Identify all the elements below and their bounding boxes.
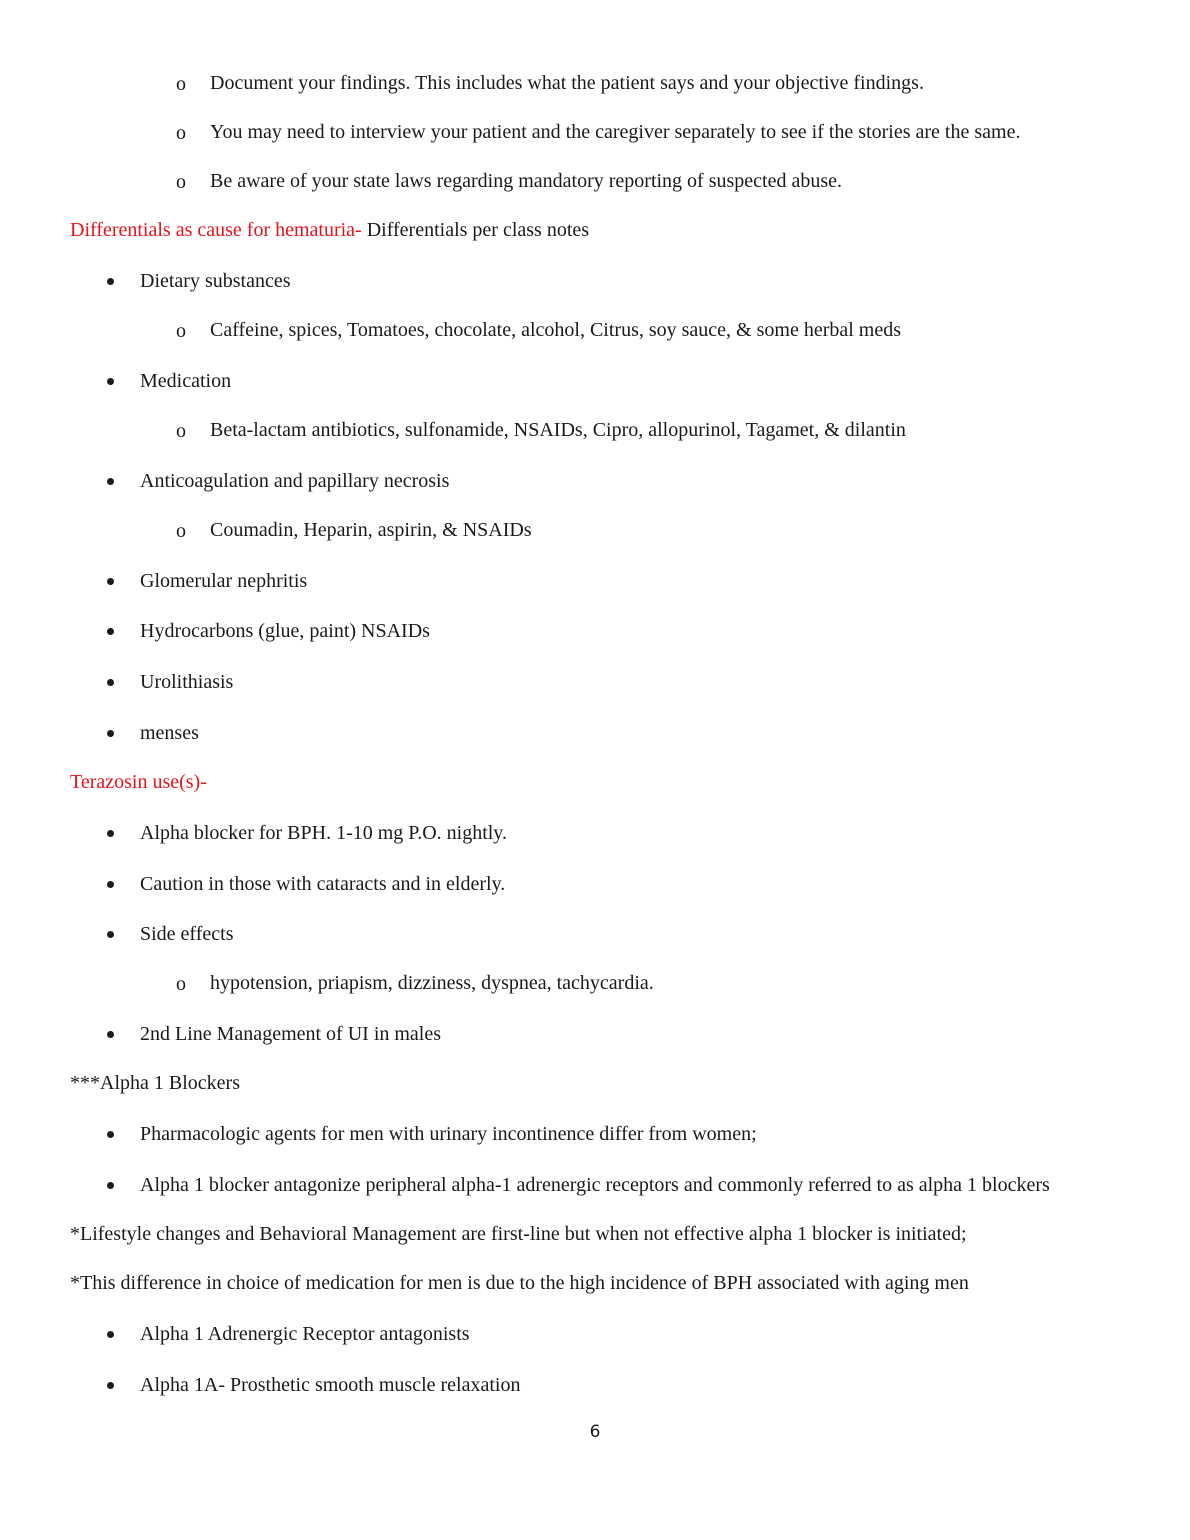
list-item-second-line: 2nd Line Management of UI in males <box>140 1023 442 1045</box>
sub-item-dietary: Caffeine, spices, Tomatoes, chocolate, alcohol, Citrus, soy sauce, & some herbal meds <box>210 319 902 341</box>
sub-bullet-marker: o <box>176 122 186 144</box>
list-item-medication: Medication <box>140 370 232 392</box>
list-item-alpha-blocker-bph: Alpha blocker for BPH. 1-10 mg P.O. nightly. <box>140 822 508 844</box>
paragraph-difference: *This difference in choice of medication for men is due to the high incidence of BPH associated with aging men <box>70 1272 969 1294</box>
list-item-side-effects: Side effects <box>140 923 234 945</box>
list-item-pharmacologic: Pharmacologic agents for men with urinary incontinence differ from women; <box>140 1123 757 1145</box>
bullet-disc <box>107 378 114 385</box>
bullet-disc <box>107 1382 114 1389</box>
paragraph-lifestyle: *Lifestyle changes and Behavioral Management are first-line but when not effective alpha 1 blocker is initiated; <box>70 1223 967 1245</box>
bullet-disc <box>107 881 114 888</box>
terazosin-heading: Terazosin use(s)- <box>70 771 207 793</box>
list-item-urolithiasis: Urolithiasis <box>140 671 234 693</box>
sub-item-anticoagulation: Coumadin, Heparin, aspirin, & NSAIDs <box>210 519 532 541</box>
hematuria-heading <box>70 218 589 242</box>
sub-bullet-marker: o <box>176 973 186 995</box>
alpha1-heading: ***Alpha 1 Blockers <box>70 1072 240 1094</box>
sub-item-state-laws: Be aware of your state laws regarding mandatory reporting of suspected abuse. <box>210 170 843 192</box>
list-item-caution: Caution in those with cataracts and in elderly. <box>140 873 506 895</box>
list-item-receptor-antagonists: Alpha 1 Adrenergic Receptor antagonists <box>140 1323 470 1345</box>
bullet-disc <box>107 830 114 837</box>
bullet-disc <box>107 1331 114 1338</box>
list-item-alpha1a: Alpha 1A- Prosthetic smooth muscle relaxation <box>140 1374 521 1396</box>
sub-item-medication: Beta-lactam antibiotics, sulfonamide, NSAIDs, Cipro, allopurinol, Tagamet, & dilantin <box>210 419 906 441</box>
sub-bullet-marker: o <box>176 171 186 193</box>
bullet-disc <box>107 679 114 686</box>
hematuria-heading-red: Differentials as cause for hematuria- <box>70 219 362 241</box>
sub-item-side-effects: hypotension, priapism, dizziness, dyspnea, tachycardia. <box>210 972 654 994</box>
page-number: 6 <box>589 1422 601 1442</box>
list-item-menses: menses <box>140 722 199 744</box>
bullet-disc <box>107 1031 114 1038</box>
sub-bullet-marker: o <box>176 73 186 95</box>
sub-bullet-marker: o <box>176 320 186 342</box>
sub-item-interview-separately: You may need to interview your patient and the caregiver separately to see if the stories are the same. <box>210 121 1021 143</box>
bullet-disc <box>107 1131 114 1138</box>
sub-item-document-findings: Document your findings. This includes what the patient says and your objective findings. <box>210 72 924 94</box>
list-item-hydrocarbons: Hydrocarbons (glue, paint) NSAIDs <box>140 620 430 642</box>
bullet-disc <box>107 478 114 485</box>
hematuria-heading-rest: Differentials per class notes <box>361 219 590 241</box>
sub-bullet-marker: o <box>176 520 186 542</box>
list-item-antagonize: Alpha 1 blocker antagonize peripheral alpha-1 adrenergic receptors and commonly referred to as alpha 1 blockers <box>140 1174 1050 1196</box>
list-item-dietary: Dietary substances <box>140 270 291 292</box>
bullet-disc <box>107 628 114 635</box>
bullet-disc <box>107 1182 114 1189</box>
bullet-disc <box>107 931 114 938</box>
bullet-disc <box>107 578 114 585</box>
sub-bullet-marker: o <box>176 420 186 442</box>
list-item-anticoagulation: Anticoagulation and papillary necrosis <box>140 470 450 492</box>
bullet-disc <box>107 730 114 737</box>
list-item-glomerular: Glomerular nephritis <box>140 570 308 592</box>
bullet-disc <box>107 278 114 285</box>
